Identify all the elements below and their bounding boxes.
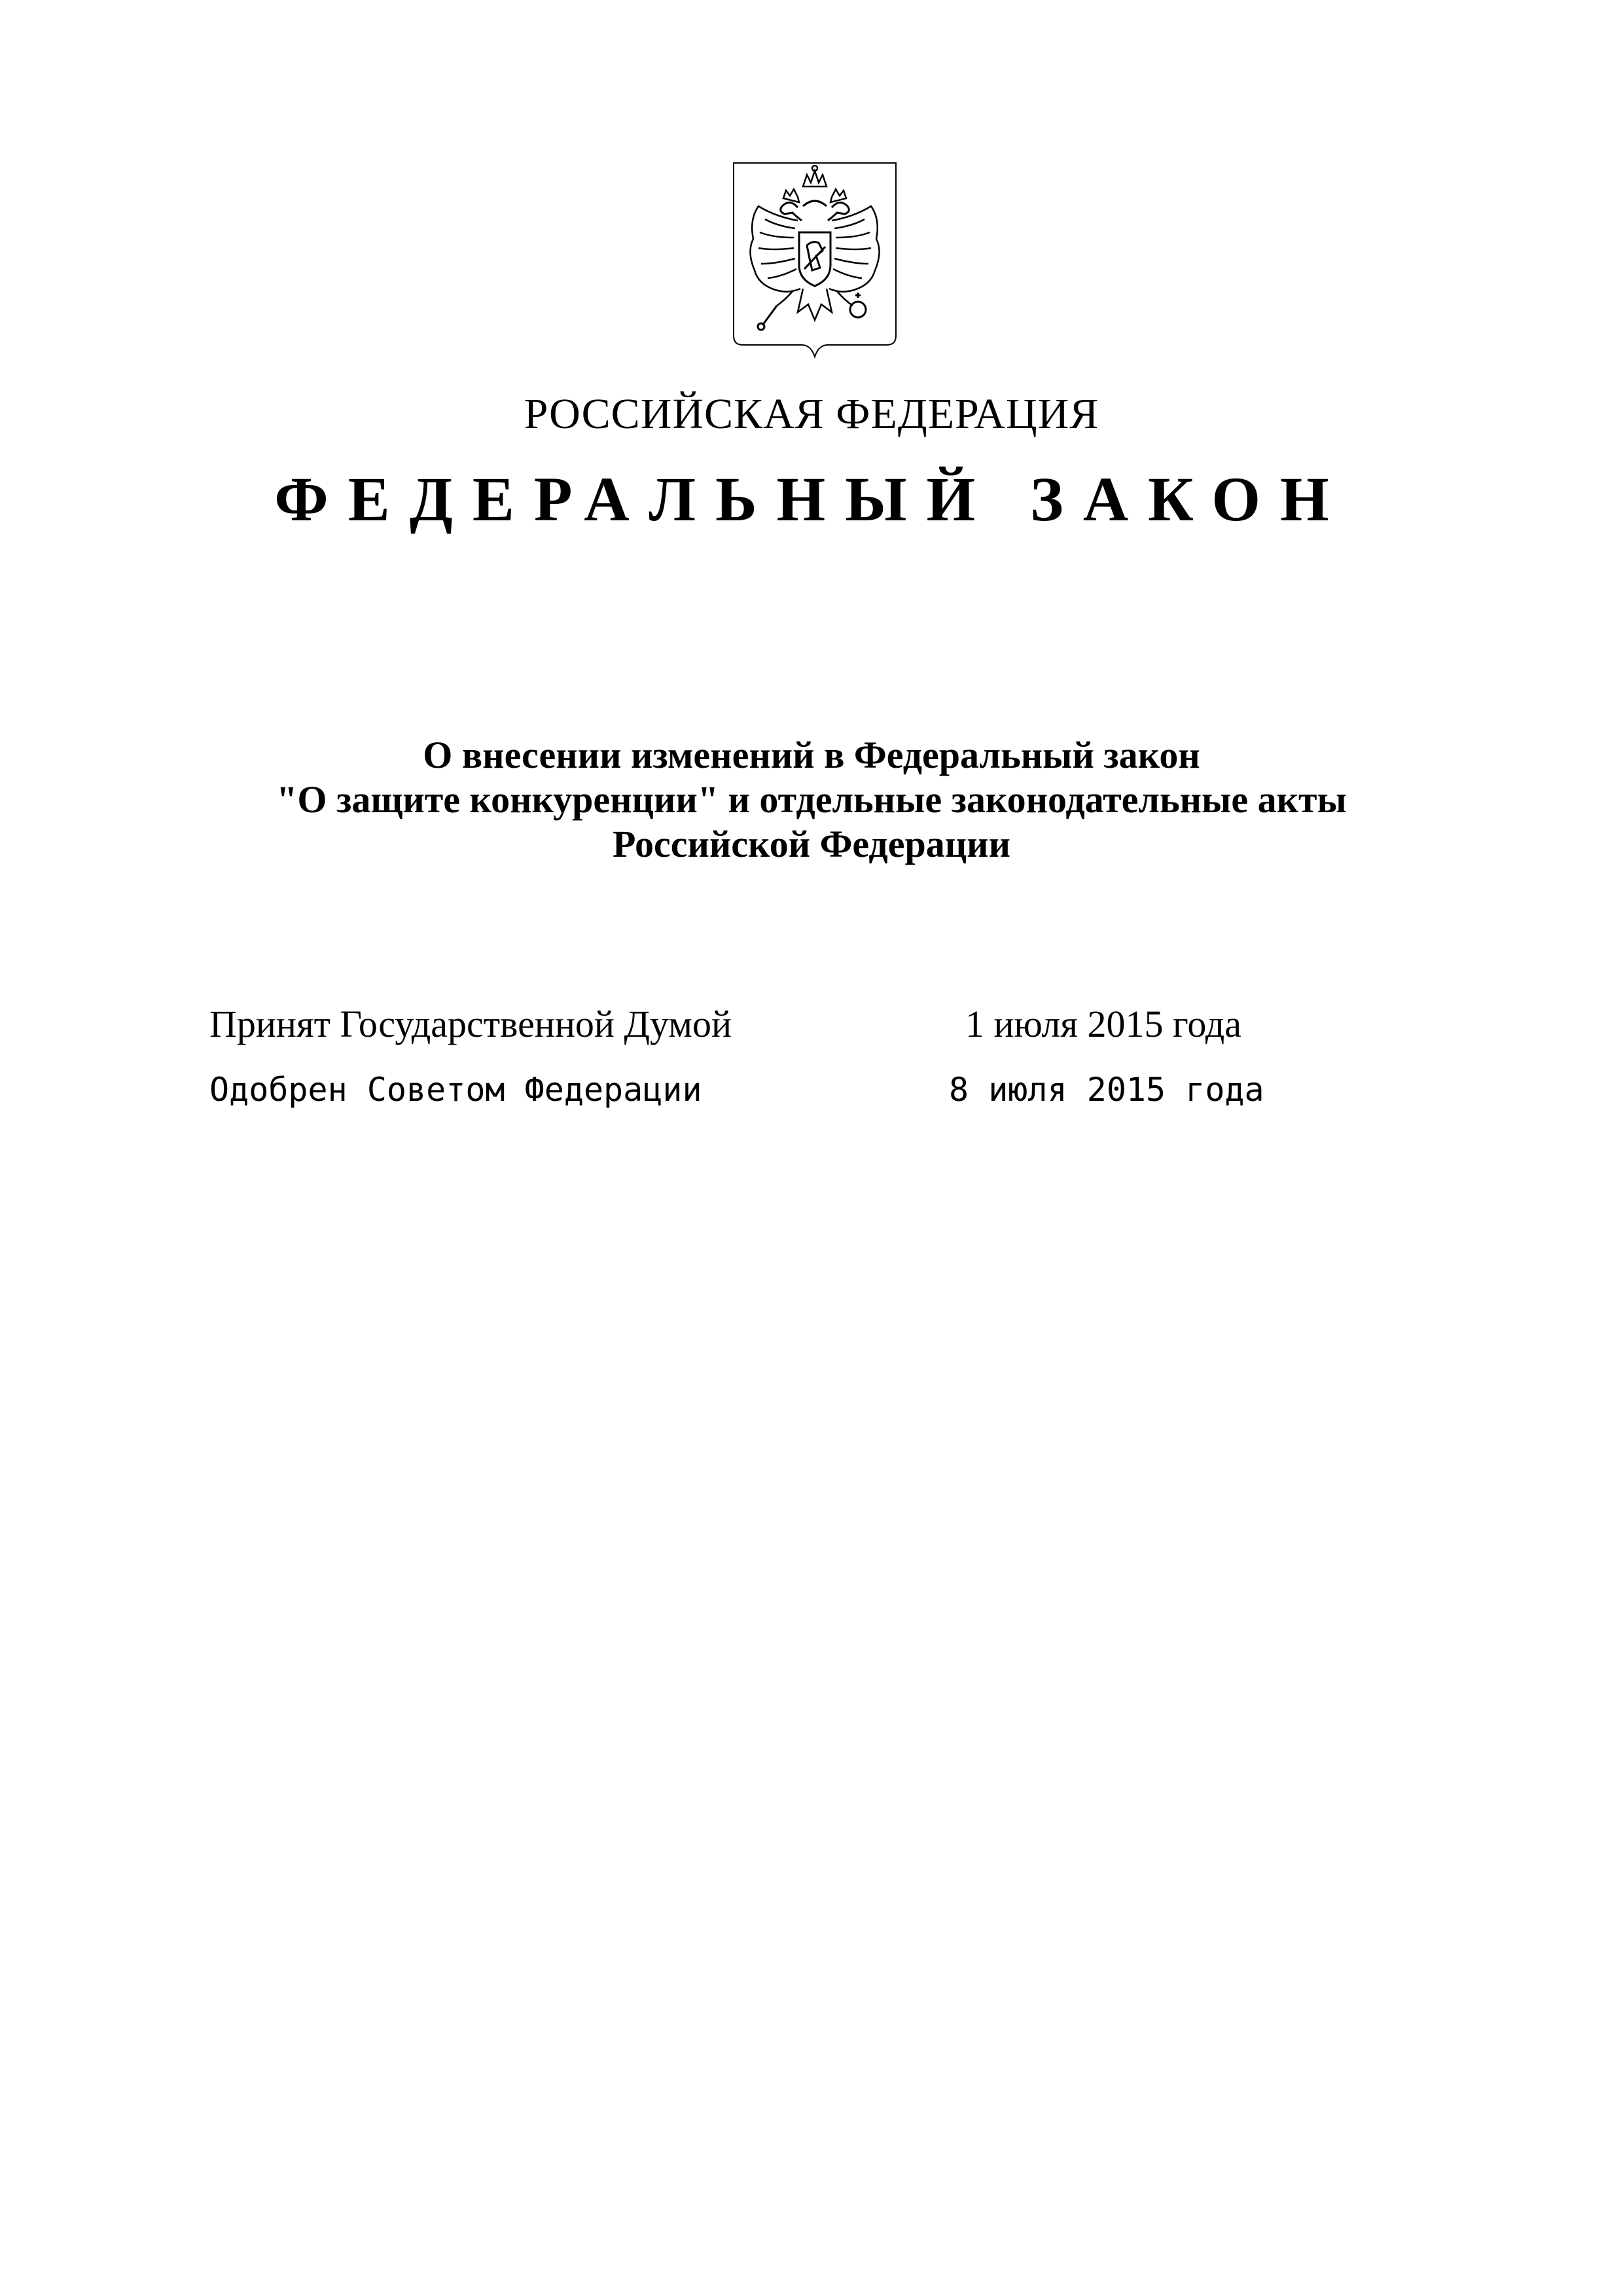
adoption-label: Принят Государственной Думой: [209, 1003, 732, 1045]
law-title-line: О внесении изменений в Федеральный закон: [423, 734, 1200, 776]
approval-date: 8 июля 2015 года: [949, 1071, 1264, 1109]
approval-federation-council: [209, 1064, 1322, 1116]
approval-label: Одобрен Советом Федерации: [209, 1071, 702, 1109]
adoption-state-duma: [209, 998, 1322, 1050]
russian-coat-of-arms-icon: [730, 160, 900, 363]
country-name: РОССИЙСКАЯ ФЕДЕРАЦИЯ: [524, 390, 1099, 438]
law-title-line: "О защите конкуренции" и отдельные законодательные акты: [276, 778, 1347, 821]
law-title: [0, 733, 1623, 867]
adoption-date: 1 июля 2015 года: [965, 1003, 1241, 1045]
law-title-line: Российской Федерации: [612, 823, 1010, 865]
document-type-heading: ФЕДЕРАЛЬНЫЙ ЗАКОН: [274, 464, 1349, 534]
